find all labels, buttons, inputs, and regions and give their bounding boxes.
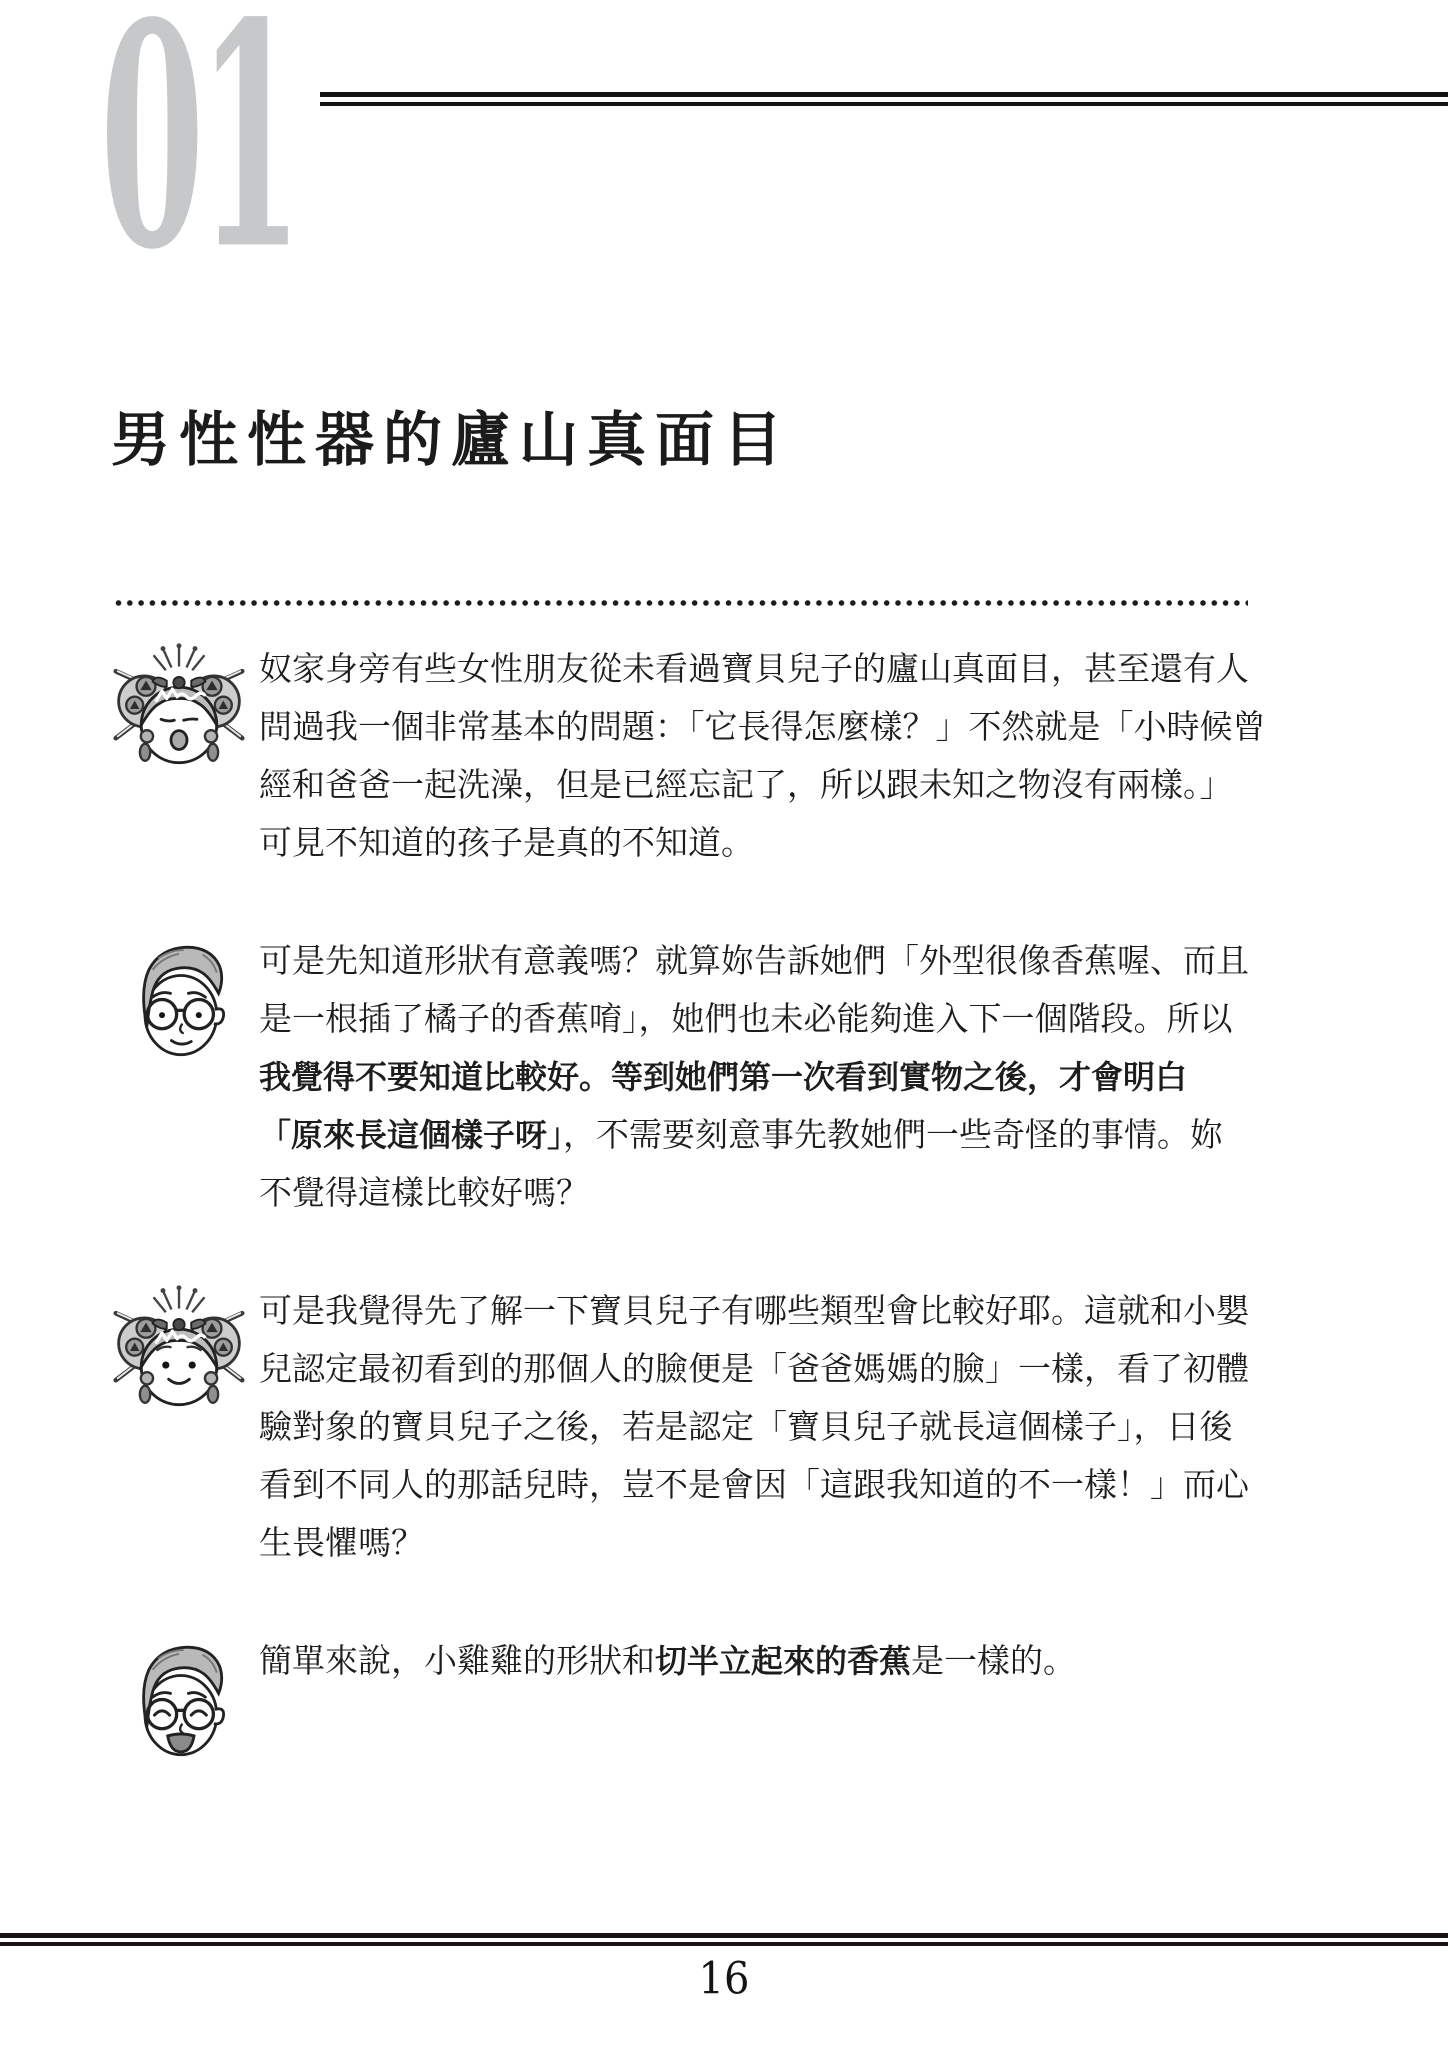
page-number: 16 — [698, 1953, 750, 2005]
dialogue-text-segment: ，不需要刻意事先教她們一些奇怪的事情。妳 — [563, 1115, 1224, 1154]
dialogue-text-line — [259, 1282, 1259, 1340]
dialogue-text — [259, 1282, 1259, 1572]
woman-oiran-avatar-icon — [113, 638, 245, 778]
dialogue-text-line — [259, 1398, 1259, 1456]
dialogue-text-segment: 看到不同人的那話兒時，豈不是會因「這跟我知道的不一樣！」而心 — [259, 1465, 1249, 1504]
dialogue-text-segment: 經和爸爸一起洗澡，但是已經忘記了，所以跟未知之物沒有兩樣。」 — [259, 765, 1233, 804]
dialogue-text-line — [259, 1106, 1259, 1164]
dialogue-text-segment-bold: 切半立起來的香蕉 — [655, 1642, 912, 1680]
dialogue-text-segment: 是一根插了橘子的香蕉唷」，她們也未必能夠進入下一個階段。所以 — [259, 999, 1233, 1038]
dialogue-text-line — [259, 814, 1259, 872]
dialogue-text-segment: 驗對象的寶貝兒子之後，若是認定「寶貝兒子就長這個樣子」，日後 — [259, 1407, 1233, 1446]
dialogue-text-line — [259, 990, 1259, 1048]
dialogue-text-segment: 簡單來說，小雞雞的形狀和 — [259, 1641, 655, 1680]
dialogue-row — [113, 640, 1266, 872]
dialogue-text — [259, 1632, 1259, 1690]
dialogue-list — [113, 640, 1266, 1832]
dialogue-text-line — [259, 1456, 1259, 1514]
dialogue-text-line — [259, 698, 1266, 756]
woman-oiran-avatar-icon — [113, 1280, 245, 1420]
dialogue-text-segment: 兒認定最初看到的那個人的臉便是「爸爸媽媽的臉」一樣，看了初體 — [259, 1349, 1249, 1388]
dialogue-text-line — [259, 1340, 1259, 1398]
dialogue-text-line — [259, 1514, 1259, 1572]
dialogue-text-line — [259, 1048, 1259, 1106]
dialogue-text-segment: 不覺得這樣比較好嗎？ — [259, 1173, 589, 1212]
dialogue-text-line — [259, 1632, 1259, 1690]
dialogue-text-segment: 可見不知道的孩子是真的不知道。 — [259, 823, 754, 862]
dialogue-row — [113, 1282, 1259, 1572]
dialogue-text-segment: 可是先知道形狀有意義嗎？就算妳告訴她們「外型很像香蕉喔、而且 — [259, 941, 1249, 980]
chapter-number: 01 — [100, 0, 297, 319]
bottom-double-rule — [0, 1933, 1448, 1946]
man-glasses-avatar-icon — [113, 1630, 245, 1770]
dialogue-text-segment-bold: 「原來長這個樣子呀」 — [259, 1116, 564, 1154]
top-double-rule — [320, 92, 1448, 106]
dialogue-row — [113, 1632, 1259, 1772]
dialogue-text — [259, 640, 1266, 872]
dotted-divider — [114, 598, 1248, 608]
dialogue-text-line — [259, 932, 1259, 990]
dialogue-text-line — [259, 756, 1259, 814]
dialogue-text — [259, 932, 1259, 1222]
dialogue-text-segment: 問過我一個非常基本的問題：「它長得怎麼樣？」不然就是「小時候曾 — [259, 707, 1266, 746]
dialogue-row — [113, 932, 1259, 1222]
dialogue-text-segment: 可是我覺得先了解一下寶貝兒子有哪些類型會比較好耶。這就和小嬰 — [259, 1291, 1249, 1330]
dialogue-text-segment: 生畏懼嗎？ — [259, 1523, 424, 1562]
dialogue-text-line — [259, 640, 1259, 698]
man-glasses-avatar-icon — [113, 930, 245, 1070]
dialogue-text-segment: 是一樣的。 — [911, 1641, 1077, 1680]
dialogue-text-segment-bold: 我覺得不要知道比較好。等到她們第一次看到實物之後，才會明白 — [259, 1058, 1188, 1096]
dialogue-text-segment: 奴家身旁有些女性朋友從未看過寶貝兒子的廬山真面目，甚至還有人 — [259, 649, 1249, 688]
page-title: 男性性器的廬山真面目 — [111, 405, 792, 474]
dialogue-text-line — [259, 1164, 1259, 1222]
